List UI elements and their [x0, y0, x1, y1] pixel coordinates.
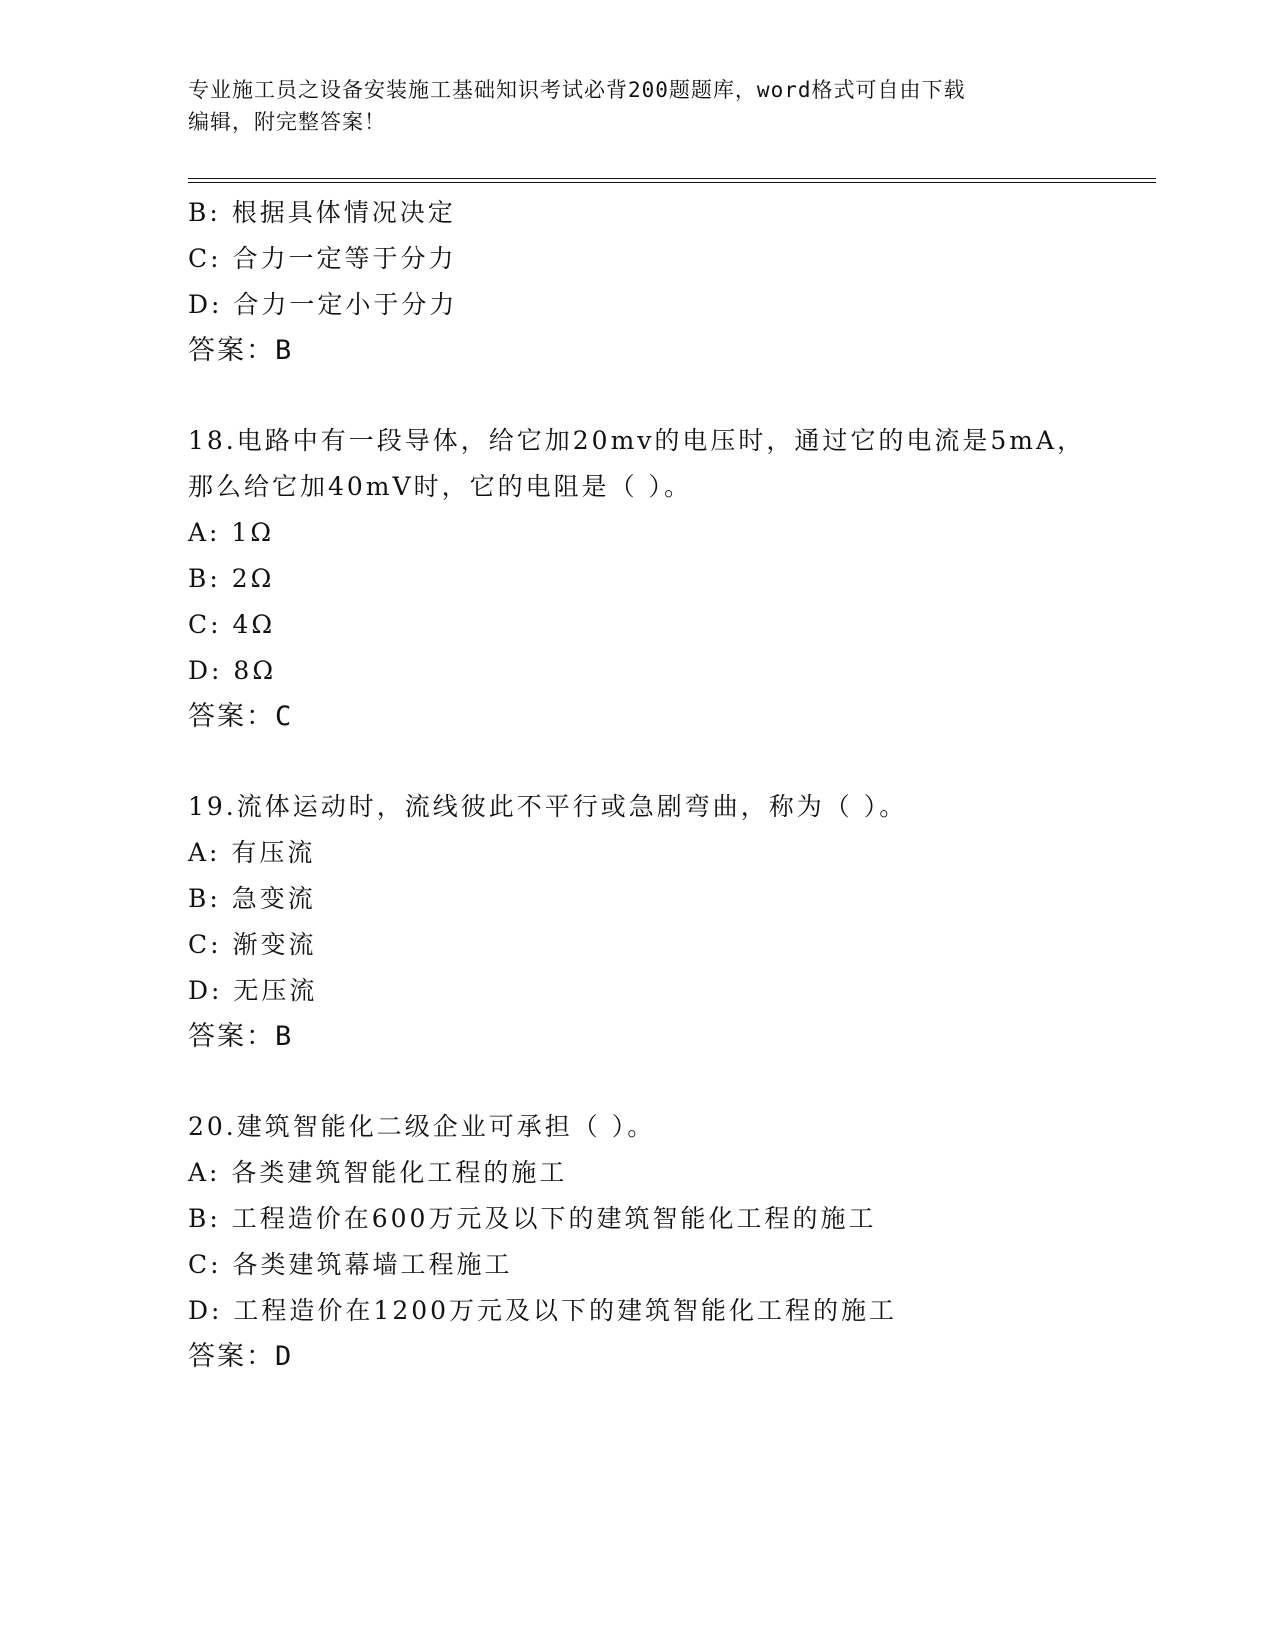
answer-line: 答案：B: [188, 1021, 294, 1052]
question-title: 19.流体运动时，流线彼此不平行或急剧弯曲，称为（ ）。: [188, 792, 908, 821]
answer-line: 答案：C: [188, 701, 294, 732]
question-19: [188, 784, 1156, 1060]
document-header: [188, 74, 1068, 138]
question-list: [188, 190, 1156, 1380]
question-17-continued: [188, 190, 1156, 374]
option-c: C: 各类建筑幕墙工程施工: [188, 1250, 513, 1279]
header-divider-top: [188, 178, 1156, 179]
spacer: [188, 1060, 1156, 1104]
option-a: A: 各类建筑智能化工程的施工: [188, 1158, 568, 1187]
question-title: 20.建筑智能化二级企业可承担（ ）。: [188, 1112, 656, 1141]
spacer: [188, 740, 1156, 784]
option-d: D: 8Ω: [188, 656, 277, 685]
option-b: B: 工程造价在600万元及以下的建筑智能化工程的施工: [188, 1204, 877, 1233]
answer-line: 答案：D: [188, 1341, 294, 1372]
header-title-line-1: 专业施工员之设备安装施工基础知识考试必背200题题库，word格式可自由下载: [188, 78, 966, 102]
option-a: A: 有压流: [188, 838, 316, 867]
option-c: C: 合力一定等于分力: [188, 244, 457, 273]
option-b: B: 根据具体情况决定: [188, 198, 456, 227]
spacer: [188, 374, 1156, 418]
question-18: [188, 418, 1156, 740]
option-b: B: 急变流: [188, 884, 316, 913]
answer-line: 答案：B: [188, 335, 294, 366]
question-20: [188, 1104, 1156, 1380]
option-d: D: 无压流: [188, 976, 318, 1005]
option-d: D: 工程造价在1200万元及以下的建筑智能化工程的施工: [188, 1296, 898, 1325]
option-c: C: 渐变流: [188, 930, 317, 959]
option-b: B: 2Ω: [188, 564, 275, 593]
header-title-line-2: 编辑，附完整答案！: [188, 110, 386, 134]
header-divider-bottom: [188, 182, 1156, 183]
option-d: D: 合力一定小于分力: [188, 290, 458, 319]
question-title-line-1: 18.电路中有一段导体，给它加20mv的电压时，通过它的电流是5mA，: [188, 426, 1086, 455]
question-title-line-2: 那么给它加40mV时，它的电阻是（ ）。: [188, 472, 693, 501]
option-c: C: 4Ω: [188, 610, 276, 639]
option-a: A: 1Ω: [188, 518, 275, 547]
